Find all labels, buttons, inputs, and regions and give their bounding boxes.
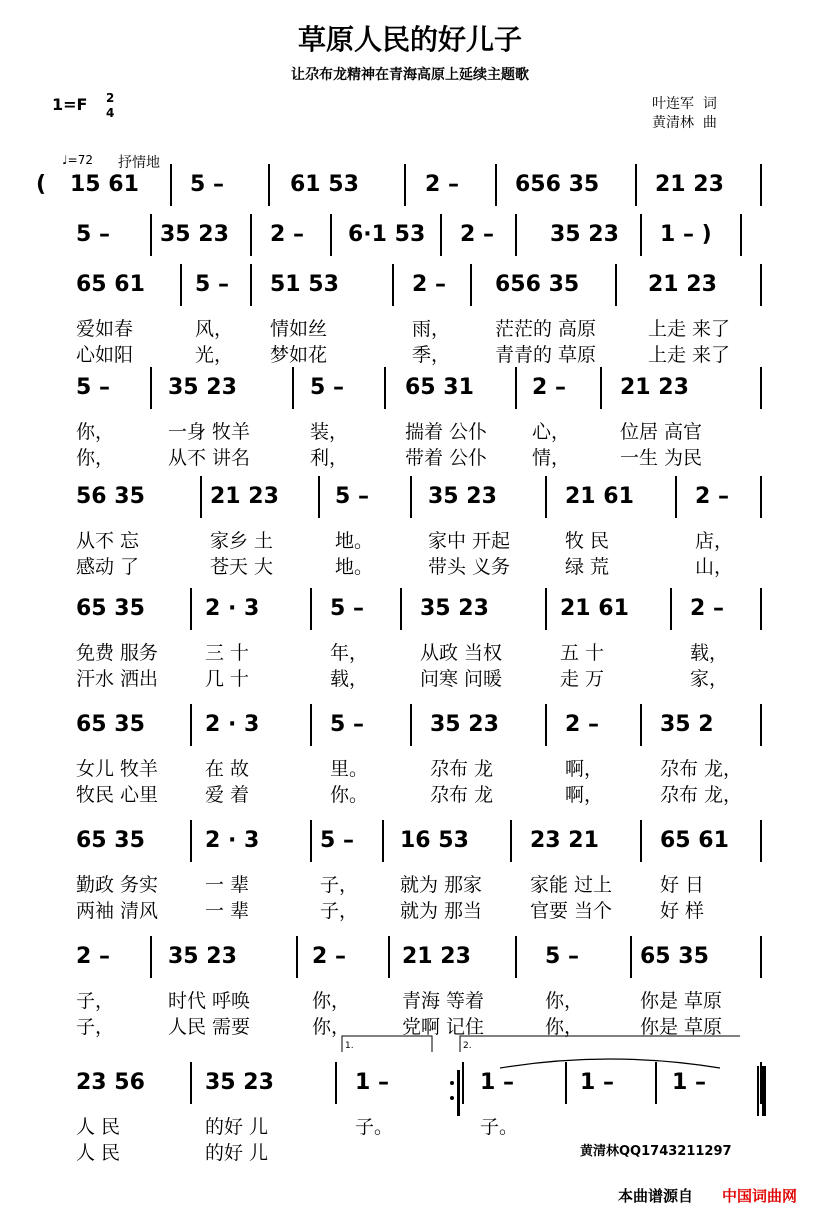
lyric-verse-2: 啊，	[565, 784, 604, 806]
lyric-verse-2: 人民 需要	[168, 1016, 251, 1038]
measure-notes: 2 –	[425, 172, 459, 197]
source-label: 本曲谱源自	[618, 1187, 694, 1205]
measure-notes: 2 –	[690, 596, 724, 621]
lyric-verse-2: 汗水 洒出	[76, 668, 159, 690]
measure-notes: 15 61	[70, 172, 139, 197]
measure-notes: 5 –	[545, 944, 579, 969]
lyric-verse-1: 位居 高官	[620, 421, 703, 443]
lyric-verse-2: 问寒 问暖	[420, 668, 503, 690]
measure-notes: 35 23	[160, 222, 229, 247]
lyric-verse-1: 地。	[335, 530, 374, 552]
lyric-verse-2: 带着 公仆	[405, 447, 488, 469]
measure-notes: 2 –	[532, 375, 566, 400]
measure-notes: 21 23	[210, 484, 279, 509]
measure-notes: 35 23	[550, 222, 619, 247]
lyric-verse-1: 子。	[355, 1116, 394, 1138]
measure-notes: 2 –	[460, 222, 494, 247]
measure-notes: 65 61	[660, 828, 729, 853]
measure-notes: (	[36, 172, 47, 197]
measure-notes: 65 35	[76, 828, 145, 853]
measure-notes: 65 35	[76, 596, 145, 621]
lyric-verse-2: 子，	[320, 900, 359, 922]
tempo-marking: ♩=72	[62, 153, 93, 167]
repeat-dot	[450, 1081, 454, 1085]
measure-notes: 35 23	[168, 944, 237, 969]
lyric-verse-1: 人 民	[76, 1116, 121, 1138]
measure-notes: 2 · 3	[205, 828, 260, 853]
lyric-verse-2: 的好 儿	[205, 1142, 269, 1164]
measure-notes: 2 –	[312, 944, 346, 969]
measure-notes: 16 53	[400, 828, 469, 853]
measure-notes: 2 · 3	[205, 596, 260, 621]
lyric-verse-2: 情，	[532, 447, 571, 469]
lyric-verse-1: 五 十	[560, 642, 605, 664]
lyric-verse-2: 载，	[330, 668, 369, 690]
measure-notes: 1 –	[672, 1070, 706, 1095]
lyric-verse-1: 店，	[695, 530, 734, 552]
lyric-verse-1: 一 辈	[205, 874, 250, 896]
lyricist-credit: 叶连军 词	[652, 96, 717, 112]
lyric-verse-2: 青青的 草原	[495, 344, 597, 366]
lyric-verse-2: 家，	[690, 668, 729, 690]
lyric-verse-1: 子，	[76, 990, 115, 1012]
measure-notes: 2 · 3	[205, 712, 260, 737]
measure-notes: 35 23	[428, 484, 497, 509]
lyric-verse-1: 你，	[76, 421, 115, 443]
measure-notes: 35 23	[168, 375, 237, 400]
lyric-verse-2: 你，	[545, 1016, 584, 1038]
key-signature: 1=F	[52, 95, 88, 114]
measure-notes: 5 –	[195, 272, 229, 297]
lyric-verse-1: 牧 民	[565, 530, 610, 552]
measure-notes: 2 –	[270, 222, 304, 247]
lyric-verse-1: 在 故	[205, 758, 250, 780]
lyric-verse-2: 从不 讲名	[168, 447, 251, 469]
measure-notes: 23 21	[530, 828, 599, 853]
measure-notes: 35 23	[420, 596, 489, 621]
measure-notes: 35 23	[205, 1070, 274, 1095]
lyric-verse-1: 就为 那家	[400, 874, 483, 896]
lyric-verse-2: 党啊 记住	[402, 1016, 485, 1038]
lyric-verse-2: 梦如花	[270, 344, 328, 366]
lyric-verse-1: 子。	[480, 1116, 519, 1138]
lyric-verse-2: 你是 草原	[640, 1016, 723, 1038]
measure-notes: 35 23	[430, 712, 499, 737]
lyric-verse-1: 载，	[690, 642, 729, 664]
lyric-verse-1: 心，	[532, 421, 571, 443]
lyric-verse-1: 子，	[320, 874, 359, 896]
lyric-verse-2: 心如阳	[76, 344, 134, 366]
lyric-verse-2: 地。	[335, 556, 374, 578]
lyric-verse-1: 女儿 牧羊	[76, 758, 159, 780]
lyric-verse-2: 利，	[310, 447, 349, 469]
lyric-verse-1: 风，	[195, 318, 234, 340]
lyric-verse-2: 苍天 大	[210, 556, 274, 578]
lyric-verse-2: 你。	[330, 784, 369, 806]
lyric-verse-2: 你，	[76, 447, 115, 469]
lyric-verse-2: 两袖 清风	[76, 900, 159, 922]
lyric-verse-1: 茫茫的 高原	[495, 318, 597, 340]
lyric-verse-1: 揣着 公仆	[405, 421, 488, 443]
lyric-verse-1: 的好 儿	[205, 1116, 269, 1138]
measure-notes: 51 53	[270, 272, 339, 297]
lyric-verse-2: 感动 了	[76, 556, 140, 578]
measure-notes: 5 –	[190, 172, 224, 197]
measure-notes: 1 –	[480, 1070, 514, 1095]
song-title: 草原人民的好儿子	[297, 23, 522, 56]
lyric-verse-1: 家中 开起	[428, 530, 511, 552]
lyric-verse-2: 就为 那当	[400, 900, 483, 922]
lyric-verse-1: 好 日	[660, 874, 705, 896]
measure-notes: 2 –	[412, 272, 446, 297]
lyric-verse-1: 家乡 土	[210, 530, 274, 552]
lyric-verse-2: 尕布 龙，	[660, 784, 743, 806]
measure-notes: 5 –	[310, 375, 344, 400]
lyric-verse-1: 你，	[312, 990, 351, 1012]
measure-notes: 656 35	[515, 172, 600, 197]
measure-notes: 1 – )	[660, 222, 712, 247]
lyric-verse-2: 官要 当个	[530, 900, 613, 922]
lyric-verse-2: 季，	[412, 344, 451, 366]
measure-notes: 2 –	[76, 944, 110, 969]
lyric-verse-1: 尕布 龙，	[660, 758, 743, 780]
lyric-verse-2: 尕布 龙	[430, 784, 494, 806]
repeat-barline	[457, 1070, 460, 1116]
measure-notes: 2 –	[695, 484, 729, 509]
lyric-verse-2: 好 样	[660, 900, 705, 922]
volta-1-label: 1.	[345, 1041, 354, 1051]
lyric-verse-1: 情如丝	[270, 318, 328, 340]
lyric-verse-2: 上走 来了	[648, 344, 731, 366]
volta-2-bracket	[460, 1036, 740, 1052]
measure-notes: 5 –	[335, 484, 369, 509]
lyric-verse-1: 你，	[545, 990, 584, 1012]
time-signature-numerator: 2	[106, 91, 115, 105]
measure-notes: 21 23	[402, 944, 471, 969]
measure-notes: 21 23	[655, 172, 724, 197]
measure-notes: 21 23	[620, 375, 689, 400]
lyric-verse-1: 尕布 龙	[430, 758, 494, 780]
measure-notes: 5 –	[320, 828, 354, 853]
lyric-verse-2: 你，	[312, 1016, 351, 1038]
measure-notes: 65 35	[640, 944, 709, 969]
lyric-verse-1: 雨，	[412, 318, 451, 340]
source-site-link[interactable]: 中国词曲网	[722, 1187, 798, 1205]
measure-notes: 21 61	[560, 596, 629, 621]
measure-notes: 5 –	[330, 596, 364, 621]
lyric-verse-1: 从不 忘	[76, 530, 140, 552]
measure-notes: 656 35	[495, 272, 580, 297]
measure-notes: 65 31	[405, 375, 474, 400]
measure-notes: 23 56	[76, 1070, 145, 1095]
repeat-dot	[450, 1096, 454, 1100]
lyric-verse-2: 几 十	[205, 668, 250, 690]
lyric-verse-2: 一生 为民	[620, 447, 703, 469]
lyric-verse-1: 上走 来了	[648, 318, 731, 340]
measure-notes: 61 53	[290, 172, 359, 197]
lyric-verse-1: 啊，	[565, 758, 604, 780]
measure-notes: 65 61	[76, 272, 145, 297]
lyric-verse-2: 走 万	[560, 668, 605, 690]
lyric-verse-2: 爱 着	[205, 784, 250, 806]
arranger-contact: 黄清林QQ1743211297	[580, 1144, 732, 1159]
measure-notes: 35 2	[660, 712, 714, 737]
lyric-verse-2: 光，	[195, 344, 234, 366]
measure-notes: 1 –	[355, 1070, 389, 1095]
measure-notes: 1 –	[580, 1070, 614, 1095]
lyric-verse-1: 青海 等着	[402, 990, 485, 1012]
lyric-verse-1: 免费 服务	[76, 642, 159, 664]
lyric-verse-2: 人 民	[76, 1142, 121, 1164]
time-signature-denominator: 4	[106, 106, 115, 120]
expression-marking: 抒情地	[118, 155, 160, 171]
measure-notes: 5 –	[76, 222, 110, 247]
lyric-verse-1: 里。	[330, 758, 369, 780]
measure-notes: 65 35	[76, 712, 145, 737]
song-subtitle: 让尕布龙精神在青海高原上延续主题歌	[291, 67, 529, 83]
measure-notes: 56 35	[76, 484, 145, 509]
lyric-verse-2: 山，	[695, 556, 734, 578]
lyric-verse-1: 年，	[330, 642, 369, 664]
final-barline-thick	[762, 1066, 766, 1116]
lyric-verse-2: 子，	[76, 1016, 115, 1038]
lyric-verse-2: 一 辈	[205, 900, 250, 922]
lyric-verse-1: 时代 呼唤	[168, 990, 251, 1012]
measure-notes: 2 –	[565, 712, 599, 737]
composer-credit: 黄清林 曲	[652, 115, 717, 131]
lyric-verse-2: 牧民 心里	[76, 784, 159, 806]
lyric-verse-2: 绿 荒	[565, 556, 610, 578]
measure-notes: 21 23	[648, 272, 717, 297]
final-barline-thin	[757, 1066, 759, 1116]
lyric-verse-1: 从政 当权	[420, 642, 503, 664]
measure-notes: 5 –	[330, 712, 364, 737]
lyric-verse-1: 勤政 务实	[76, 874, 159, 896]
lyric-verse-1: 家能 过上	[530, 874, 613, 896]
measure-notes: 21 61	[565, 484, 634, 509]
lyric-verse-1: 一身 牧羊	[168, 421, 251, 443]
lyric-verse-1: 三 十	[205, 642, 250, 664]
measure-notes: 6·1 53	[348, 222, 426, 247]
volta-1-bracket	[342, 1036, 432, 1052]
lyric-verse-1: 你是 草原	[640, 990, 723, 1012]
final-tie	[500, 1059, 720, 1068]
lyric-verse-1: 装，	[310, 421, 349, 443]
lyric-verse-1: 爱如春	[76, 318, 134, 340]
volta-2-label: 2.	[463, 1041, 472, 1051]
lyric-verse-2: 带头 义务	[428, 556, 511, 578]
measure-notes: 5 –	[76, 375, 110, 400]
